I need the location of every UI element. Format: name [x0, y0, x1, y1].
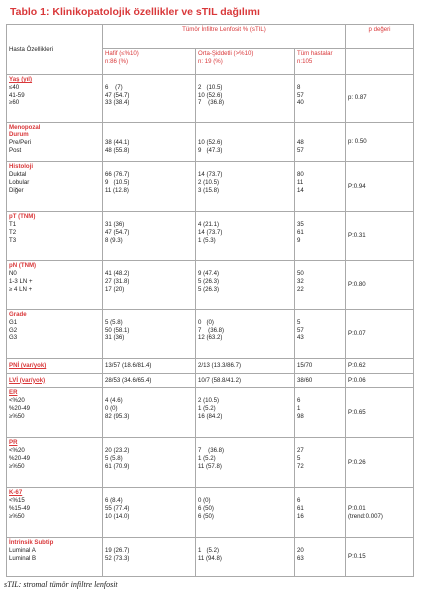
cell-hafif: 9 (10.5) [105, 179, 130, 186]
spacer [297, 76, 343, 84]
cells-tum [295, 538, 346, 577]
cell-hafif: 52 (73.3) [105, 554, 130, 562]
spacer [198, 389, 292, 397]
header-col-orta [196, 48, 295, 74]
p-value [346, 538, 414, 577]
section-title: PR [9, 439, 18, 447]
spacer [105, 131, 193, 139]
section-row [7, 310, 414, 359]
p-value-line-0: P:0.01 [348, 504, 366, 512]
cells-orta [196, 74, 295, 122]
header-col-tum [295, 48, 346, 74]
cell-orta: 6 (50) [198, 512, 214, 520]
cell-hafif: 48 (55.8) [105, 147, 130, 155]
cell-orta: 0 (0) [198, 318, 214, 326]
cell-orta: 10 (52.6) [198, 139, 223, 147]
spacer [105, 389, 193, 397]
row-label: %15-49 [9, 504, 31, 512]
row-label: ≥%50 [9, 412, 25, 420]
header-hasta-ozellikleri: Hasta Özellikleri [7, 25, 103, 75]
spacer [297, 124, 343, 132]
cell-hafif: 20 (23.2) [105, 447, 130, 455]
p-value [346, 74, 414, 122]
cell-orta: 14 (73.7) [198, 228, 223, 236]
spacer [105, 262, 193, 270]
section-title: İntrinsik Subtip [9, 539, 54, 547]
header-col-hafif-n: n:86 (%) [105, 57, 129, 65]
cell-hafif: 41 (48.2) [105, 270, 130, 277]
cell-tum: 15/70 [295, 358, 346, 373]
cell-hafif: 19 (26.7) [105, 547, 130, 555]
row-label: T2 [9, 228, 17, 236]
cells-hafif [103, 388, 196, 438]
cells-hafif [103, 438, 196, 488]
p-value-line-0: P:0.07 [348, 330, 366, 338]
cell-orta: 6 (50) [198, 504, 214, 512]
header-col-orta-n: n: 19 (%) [198, 57, 223, 65]
cell-orta: 11 (94.8) [198, 554, 222, 562]
cell-orta: 4 (21.1) [198, 221, 220, 229]
header-row-1 [7, 25, 414, 49]
cells-tum [295, 122, 346, 162]
cell-hafif: 10 (14.0) [105, 512, 130, 520]
header-p-degeri: p değeri [346, 25, 414, 49]
row-label: <%20 [9, 447, 25, 455]
spacer [297, 163, 343, 171]
p-value [346, 212, 414, 261]
cell-tum: 98 [297, 412, 304, 420]
section-title: Menopozal [9, 123, 41, 131]
section-row [7, 122, 414, 162]
row-label: <%15 [9, 497, 25, 505]
cells-tum [295, 310, 346, 359]
section-row [7, 488, 414, 538]
cells-orta [196, 261, 295, 310]
section-row [7, 261, 414, 310]
row-label: LVİ (var/yok) [7, 373, 103, 388]
cell-orta: 9 (47.3) [198, 147, 223, 155]
cell-hafif: 50 (58.1) [105, 326, 130, 334]
row-label: T3 [9, 236, 17, 244]
row-label: Luminal A [9, 547, 36, 555]
header-p-blank [346, 48, 414, 74]
section-label-cell [7, 488, 103, 538]
row-label: ≤40 [9, 83, 20, 91]
row-label: Duktal [9, 171, 27, 179]
section-row [7, 162, 414, 212]
spacer [198, 311, 292, 319]
header-group-title: Tümör İnfiltre Lenfosit % (sTIL) [103, 25, 346, 49]
cells-orta [196, 122, 295, 162]
cell-tum: 38/60 [295, 373, 346, 388]
cell-hafif: 33 (38.4) [105, 99, 130, 107]
p-value-line-0: P:0.31 [348, 232, 366, 240]
row-label: ≥%50 [9, 512, 25, 520]
section-row [7, 538, 414, 577]
cells-tum [295, 488, 346, 538]
cell-tum: 57 [297, 91, 304, 99]
cell-orta: 11 (57.8) [198, 462, 222, 470]
cells-hafif [103, 538, 196, 577]
cell-hafif: 38 (44.1) [105, 139, 130, 147]
cell-orta: 2/13 (13.3/86.7) [196, 358, 295, 373]
cell-hafif: 82 (95.3) [105, 412, 130, 420]
cell-hafif: 4 (4.6) [105, 397, 123, 405]
cells-tum [295, 388, 346, 438]
p-value-line-0: p: 0.50 [348, 138, 367, 146]
section-label-cell [7, 122, 103, 162]
cell-hafif: 28/53 (34.6/65.4) [103, 373, 196, 388]
row-label: Lobular [9, 179, 30, 186]
section-title: Yaş (yıl) [9, 75, 33, 83]
spacer [297, 389, 343, 397]
header-col-tum-n: n:105 [297, 57, 313, 65]
section-label-cell [7, 388, 103, 438]
section-row [7, 358, 414, 373]
cell-orta: 3 (15.8) [198, 186, 220, 194]
p-value [346, 373, 414, 388]
cell-orta: 5 (26.3) [198, 277, 220, 285]
cell-orta: 2 (10.5) [198, 83, 223, 91]
cell-orta: 9 (47.4) [198, 270, 220, 277]
cell-hafif: 47 (54.7) [105, 228, 130, 236]
spacer [105, 489, 193, 497]
cell-tum: 20 [297, 547, 304, 555]
cell-tum: 5 [297, 318, 301, 326]
cell-orta: 1 (5.3) [198, 236, 216, 244]
cell-orta: 1 (5.2) [198, 454, 216, 462]
cell-tum: 14 [297, 186, 304, 194]
spacer [297, 489, 343, 497]
spacer [198, 76, 292, 84]
cell-orta: 10/7 (58.8/41.2) [196, 373, 295, 388]
cells-hafif [103, 122, 196, 162]
section-row [7, 438, 414, 488]
section-label-cell [7, 261, 103, 310]
cells-orta [196, 162, 295, 212]
spacer [105, 163, 193, 171]
row-label: %20-49 [9, 404, 31, 412]
header-col-orta-label: Orta-Şiddetli (>%10) [198, 49, 254, 57]
spacer [297, 131, 343, 139]
cell-tum: 35 [297, 221, 304, 229]
cell-orta: 7 (36.8) [198, 447, 225, 455]
row-label: G2 [9, 326, 18, 334]
cell-hafif: 5 (5.8) [105, 318, 123, 326]
cell-hafif: 61 (70.9) [105, 462, 130, 470]
cell-tum: 80 [297, 171, 304, 179]
row-label: %20-49 [9, 454, 31, 462]
spacer [198, 439, 292, 447]
p-value-line-0: P:0.15 [348, 553, 366, 561]
row-label: T1 [9, 221, 17, 229]
section-label-cell [7, 212, 103, 261]
cell-hafif: 6 (7) [105, 83, 123, 91]
cell-tum: 57 [297, 326, 304, 334]
row-label: PNİ (var/yok) [7, 358, 103, 373]
cell-tum: 6 [297, 497, 301, 505]
spacer [105, 439, 193, 447]
cells-orta [196, 538, 295, 577]
spacer [105, 213, 193, 221]
p-value-line-0: P:0.26 [348, 458, 366, 466]
section-title: Grade [9, 311, 27, 319]
cell-orta: 16 (84.2) [198, 412, 223, 420]
row-label: Post [9, 147, 22, 155]
cell-tum: 50 [297, 270, 304, 277]
cell-hafif: 17 (20) [105, 285, 125, 293]
spacer [105, 124, 193, 132]
section-row [7, 373, 414, 388]
section-row [7, 212, 414, 261]
spacer [198, 213, 292, 221]
section-title: ER [9, 389, 18, 397]
spacer [297, 439, 343, 447]
cell-hafif: 47 (54.7) [105, 91, 130, 99]
cell-tum: 63 [297, 554, 304, 562]
cell-orta: 7 (36.8) [198, 326, 225, 334]
cells-hafif [103, 261, 196, 310]
cells-orta [196, 388, 295, 438]
row-label: <%20 [9, 397, 25, 405]
cells-tum [295, 74, 346, 122]
section-label-cell [7, 310, 103, 359]
section-row [7, 388, 414, 438]
section-title: Histoloji [9, 163, 34, 171]
row-label: G3 [9, 334, 18, 342]
row-label: 41-59 [9, 91, 25, 99]
p-value-line-0: P:0.80 [348, 281, 366, 289]
cell-hafif: 0 (0) [105, 404, 118, 412]
spacer [198, 262, 292, 270]
cells-hafif [103, 488, 196, 538]
section-row [7, 74, 414, 122]
spacer [297, 539, 343, 547]
cells-orta [196, 310, 295, 359]
spacer [105, 311, 193, 319]
row-label: N0 [9, 270, 17, 277]
table-title: Tablo 1: Klinikopatolojik özellikler ve sTIL dağılımı [10, 6, 260, 18]
p-value-line-0: p: 0.87 [348, 94, 367, 102]
spacer [297, 213, 343, 221]
cells-hafif [103, 162, 196, 212]
p-value [346, 358, 414, 373]
cells-hafif [103, 212, 196, 261]
cell-hafif: 13/57 (18.6/81.4) [103, 358, 196, 373]
row-label: ≥60 [9, 99, 20, 107]
cell-tum: 32 [297, 277, 304, 285]
cell-tum: 9 [297, 236, 301, 244]
cell-orta: 1 (5.2) [198, 404, 216, 412]
spacer [297, 262, 343, 270]
row-label: Luminal B [9, 554, 37, 562]
row-label: ≥ 4 LN + [9, 285, 33, 293]
row-label: 1-3 LN + [9, 277, 33, 285]
spacer [105, 76, 193, 84]
spacer [198, 539, 292, 547]
section-label-cell [7, 74, 103, 122]
cell-hafif: 11 (12.8) [105, 186, 129, 194]
cell-hafif: 8 (9.3) [105, 236, 123, 244]
cell-hafif: 27 (31.8) [105, 277, 130, 285]
spacer [198, 489, 292, 497]
cells-orta [196, 488, 295, 538]
cells-tum [295, 162, 346, 212]
cell-orta: 1 (5.2) [198, 547, 219, 555]
cell-tum: 16 [297, 512, 304, 520]
row-label: Diğer [9, 186, 24, 194]
cell-hafif: 66 (76.7) [105, 171, 130, 179]
cell-orta: 2 (10.5) [198, 179, 220, 186]
cell-hafif: 55 (77.4) [105, 504, 130, 512]
cell-tum: 43 [297, 334, 304, 342]
spacer [198, 131, 292, 139]
cell-orta: 5 (26.3) [198, 285, 220, 293]
cell-orta: 12 (63.2) [198, 334, 223, 342]
p-value-line-0: P:0.65 [348, 408, 366, 416]
header-col-hafif-label: Hafif (≤%10) [105, 49, 139, 57]
cell-tum: 22 [297, 285, 304, 293]
p-value [346, 438, 414, 488]
p-value [346, 488, 414, 538]
cell-orta: 0 (0) [198, 497, 211, 505]
cell-hafif: 6 (8.4) [105, 497, 123, 505]
p-value-line-1: (trend:0.007) [348, 512, 383, 520]
p-value [346, 310, 414, 359]
cell-tum: 61 [297, 228, 304, 236]
cells-tum [295, 438, 346, 488]
row-label: Pre/Peri [9, 139, 32, 147]
cell-orta: 2 (10.5) [198, 397, 220, 405]
cells-hafif [103, 310, 196, 359]
cell-tum: 27 [297, 447, 304, 455]
cell-hafif: 5 (5.8) [105, 454, 123, 462]
spacer [198, 124, 292, 132]
header-col-tum-label: Tüm hastalar [297, 49, 333, 57]
table-caption: sTIL: stromal tümör infiltre lenfosit [4, 580, 118, 589]
cell-tum: 72 [297, 462, 304, 470]
section-title-2: Durum [9, 131, 29, 139]
p-value [346, 162, 414, 212]
cell-orta: 14 (73.7) [198, 171, 223, 179]
cells-hafif [103, 74, 196, 122]
spacer [198, 163, 292, 171]
p-value [346, 122, 414, 162]
cell-orta: 7 (36.8) [198, 99, 225, 107]
cells-tum [295, 261, 346, 310]
section-title: pT (TNM) [9, 213, 36, 221]
cell-hafif: 31 (36) [105, 221, 125, 229]
p-value-line-0: P:0.62 [348, 361, 366, 369]
cell-tum: 8 [297, 83, 301, 91]
cell-tum: 1 [297, 404, 301, 412]
section-label-cell [7, 538, 103, 577]
p-value [346, 261, 414, 310]
row-label: ≥%50 [9, 462, 25, 470]
cell-orta: 10 (52.6) [198, 91, 223, 99]
cell-tum: 6 [297, 397, 301, 405]
cell-tum: 48 [297, 139, 304, 147]
section-label-cell [7, 162, 103, 212]
p-value [346, 388, 414, 438]
cell-tum: 5 [297, 454, 301, 462]
cell-tum: 11 [297, 179, 304, 186]
cell-tum: 40 [297, 99, 304, 107]
row-label: G1 [9, 318, 18, 326]
section-title: K-67 [9, 489, 23, 497]
clinicopathologic-table [6, 24, 414, 577]
p-value-line-0: P:0.06 [348, 376, 366, 384]
section-title: pN (TNM) [9, 262, 37, 270]
cells-tum [295, 212, 346, 261]
spacer [297, 311, 343, 319]
section-label-cell [7, 438, 103, 488]
cells-orta [196, 212, 295, 261]
cell-hafif: 31 (36) [105, 334, 125, 342]
p-value-line-0: P:0.94 [348, 182, 366, 190]
header-col-hafif [103, 48, 196, 74]
cell-tum: 61 [297, 504, 304, 512]
cell-tum: 57 [297, 147, 304, 155]
cells-orta [196, 438, 295, 488]
spacer [105, 539, 193, 547]
